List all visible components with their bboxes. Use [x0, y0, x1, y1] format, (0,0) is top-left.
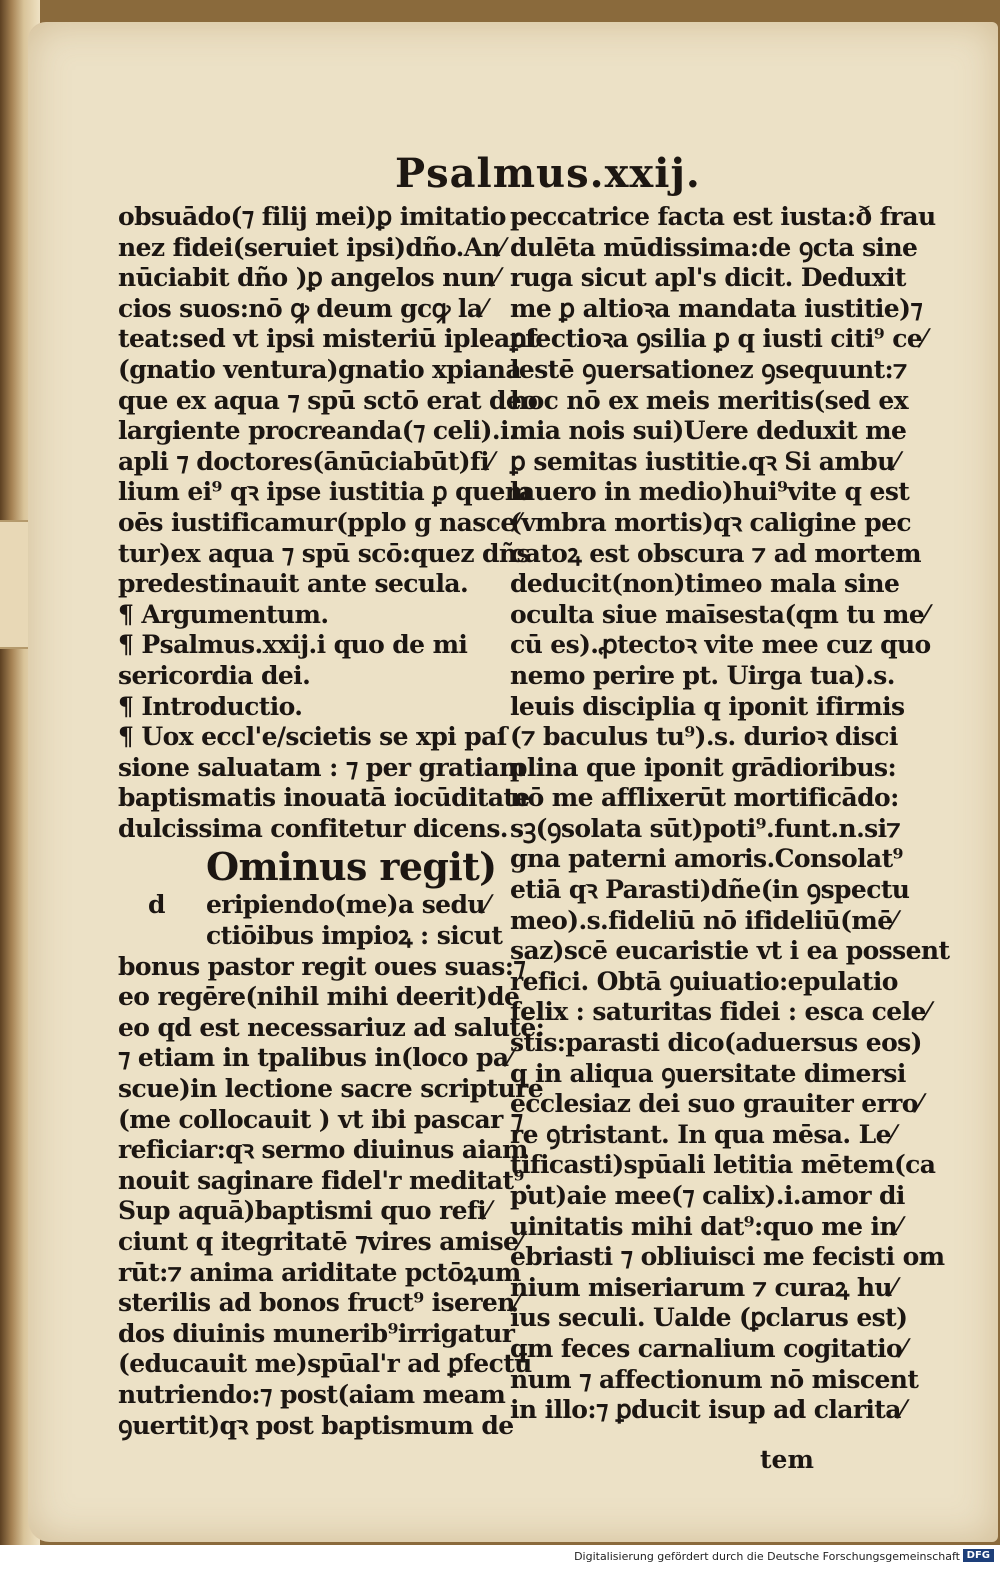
- text-line: bonus pastor regit oues suas:⁊: [118, 951, 526, 981]
- text-line: Sup aquā)baptismi quo refi⁄: [118, 1196, 490, 1226]
- text-line: ruga sicut apl's dicit. Deduxit: [510, 263, 906, 293]
- text-line: num ⁊ affectionum nō miscent: [510, 1364, 919, 1394]
- text-line: ꝑfectioꝛa ꝯsilia ꝑ q iusti citi⁹ ce⁄: [510, 324, 926, 354]
- text-line: in illo:⁊ ꝑducit isup ad clarita⁄: [510, 1395, 905, 1425]
- text-line: me ꝑ altioꝛa mandata iustitie)⁊: [510, 293, 923, 323]
- text-line: largiente procreanda(⁊ celi).i.: [118, 416, 517, 446]
- text-line: nō me afflixerūt mortificādo:: [510, 783, 899, 813]
- psalm-opening-heading: Ominus regit): [206, 844, 497, 890]
- text-line: nouit saginare fidel'r meditat⁹.: [118, 1165, 532, 1195]
- text-line: lium ei⁹ qꝛ ipse iustitia ꝑ quem: [118, 477, 531, 507]
- text-line: oculta siue maīsesta(qm tu me⁄: [510, 599, 928, 629]
- text-line: dos diuinis munerib⁹irrigatur: [118, 1318, 515, 1348]
- left-column: [118, 202, 545, 1441]
- text-line: reficiar:qꝛ sermo diuinus aiam: [118, 1135, 528, 1165]
- text-line: cios suos:nō ꝙ deum gcꝙ la⁄: [118, 293, 487, 323]
- text-line: ciunt q itegritatē ⁊vires amise⁄: [118, 1227, 522, 1256]
- footer-credit: Digitalisierung gefördert durch die Deutsche Forschungsgemeinschaft: [574, 1550, 960, 1563]
- text-line: gna paterni amoris.Consolat⁹: [510, 844, 903, 874]
- text-line: (⁊ baculus tu⁹).s. durioꝛ disci: [510, 722, 898, 752]
- text-line: eo qd est necessariuz ad salutē:: [118, 1012, 545, 1042]
- text-line: eo regēre(nihil mihi deerit)de: [118, 982, 520, 1012]
- text-line: qm feces carnalium cogitatio⁄: [510, 1333, 906, 1363]
- text-line: sꝫ(ꝯsolata sūt)poti⁹.funt.n.si⁊: [510, 813, 901, 843]
- text-line: sericordia dei.: [118, 660, 311, 690]
- text-line: oēs iustificamur(pplo g nasce⁄: [118, 507, 520, 537]
- text-line: mia nois sui)Uere deduxit me: [510, 416, 907, 446]
- text-line: nutriendo:⁊ post(aiam meam: [118, 1379, 506, 1409]
- text-line: ꝯuertit)qꝛ post baptismum de: [118, 1410, 514, 1440]
- text-line: ius seculi. Ualde (ꝑclarus est): [510, 1303, 908, 1333]
- text-line: etiā qꝛ Parasti)dñe(in ꝯspectu: [510, 875, 910, 905]
- text-line: q in aliqua ꝯuersitate dimersi: [510, 1058, 906, 1088]
- text-line: ctiōibus impioꝝ : sicut: [206, 921, 503, 951]
- text-line: rūt:⁊ anima ariditate pctōꝝum: [118, 1257, 521, 1287]
- text-line: lestē ꝯuersationez ꝯsequunt:⁊: [510, 354, 907, 384]
- text-line: apli ⁊ doctores(ānūciabūt)fi⁄: [118, 446, 493, 476]
- text-line: scue)in lectione sacre scripture: [118, 1074, 544, 1104]
- text-line: (vmbra mortis)qꝛ caligine pec: [510, 507, 912, 537]
- text-line: obsuādo(⁊ filij mei)ꝑ imitatio: [118, 202, 506, 231]
- right-column: [510, 202, 950, 1426]
- text-line: nūciabit dño )ꝑ angelos nun⁄: [118, 263, 499, 293]
- text-line: eripiendo(me)a sedu⁄: [206, 890, 489, 920]
- text-line: hoc nō ex meis meritis(sed ex: [510, 385, 909, 415]
- text-line: re ꝯtristant. In qua mēsa. Le⁄: [510, 1119, 895, 1149]
- text-line: peccatrice facta est iusta:ð frau: [510, 202, 936, 231]
- text-line: tur)ex aqua ⁊ spū scō:quez dñs: [118, 538, 530, 568]
- text-line: que ex aqua ⁊ spū sctō erat deo: [118, 385, 538, 415]
- text-line: sione saluatam : ⁊ per gratiam: [118, 752, 525, 782]
- page-header: Psalmus.xxij.: [395, 150, 701, 197]
- drop-initial: d: [148, 890, 165, 920]
- text-line: predestinauit ante secula.: [118, 569, 469, 599]
- text-line: (me collocauit ) vt ibi pascar ⁊: [118, 1104, 523, 1134]
- text-line: leuis disciplia q iponit ifirmis: [510, 691, 905, 721]
- text-line: (gnatio ventura)gnatio xpiana: [118, 354, 521, 384]
- text-line: sterilis ad bonos fruct⁹ iseren⁄: [118, 1288, 519, 1318]
- text-line: ¶ Psalmus.xxij.i quo de mi: [118, 630, 468, 660]
- text-line: uinitatis mihi dat⁹:quo me in⁄: [510, 1211, 901, 1241]
- text-line: ecclesiaz dei suo grauiter erro⁄: [510, 1089, 922, 1119]
- text-line: (educauit me)spūal'r ad ꝑfectū: [118, 1349, 532, 1379]
- text-line: ⁊ etiam in tpalibus in(loco pa⁄: [118, 1043, 512, 1073]
- text-line: tificasti)spūali letitia mētem(ca: [510, 1150, 936, 1180]
- footer-bar: [0, 1545, 1000, 1570]
- text-line: teat:sed vt ipsi misteriū ipleant: [118, 324, 539, 354]
- text-line: nez fidei(seruiet ipsi)dño.An⁄: [118, 232, 504, 262]
- text-line: stis:parasti dico(aduersus eos): [510, 1028, 922, 1058]
- text-line: nium miseriarum ⁊ curaꝝ hu⁄: [510, 1272, 896, 1302]
- text-line: catoꝝ est obscura ⁊ ad mortem: [510, 538, 921, 568]
- text-line: ¶ Uox eccl'e/scietis se xpi paſ: [118, 722, 507, 752]
- text-line: ¶ Argumentum.: [118, 599, 329, 629]
- text-line: saz)scē eucaristie vt i ea possent: [510, 936, 950, 966]
- text-line: felix : saturitas fidei : esca cele⁄: [510, 997, 930, 1027]
- text-line: dulēta mūdissima:de ꝯcta sine: [510, 232, 918, 262]
- text-line: meo).s.fideliū nō ifideliū(mē⁄: [510, 905, 897, 935]
- text-line: ebriasti ⁊ obliuisci me fecisti om: [510, 1242, 945, 1272]
- text-line: put)aie mee(⁊ calix).i.amor di: [510, 1181, 905, 1210]
- text-line: ¶ Introductio.: [118, 691, 303, 721]
- text-line: plina que iponit grādioribus:: [510, 752, 897, 782]
- text-line: lauero in medio)hui⁹vite q est: [510, 477, 910, 507]
- text-line: deducit(non)timeo mala sine: [510, 569, 900, 599]
- text-line: ꝑ semitas iustitie.qꝛ Si ambu⁄: [510, 446, 899, 476]
- drop-initial-line: [118, 890, 493, 921]
- dfg-logo: DFG: [963, 1549, 994, 1562]
- catchword: tem: [760, 1445, 814, 1474]
- text-line: baptismatis inouatā iocūditate: [118, 783, 530, 813]
- text-line: nemo perire pt. Uirga tua).s.: [510, 660, 895, 690]
- text-line: cū es).ꝓtectoꝛ vite mee cuz quo: [510, 630, 931, 660]
- text-line: refici. Obtā ꝯuiuatio:epulatio: [510, 966, 898, 996]
- text-line: dulcissima confitetur dicens.: [118, 813, 508, 843]
